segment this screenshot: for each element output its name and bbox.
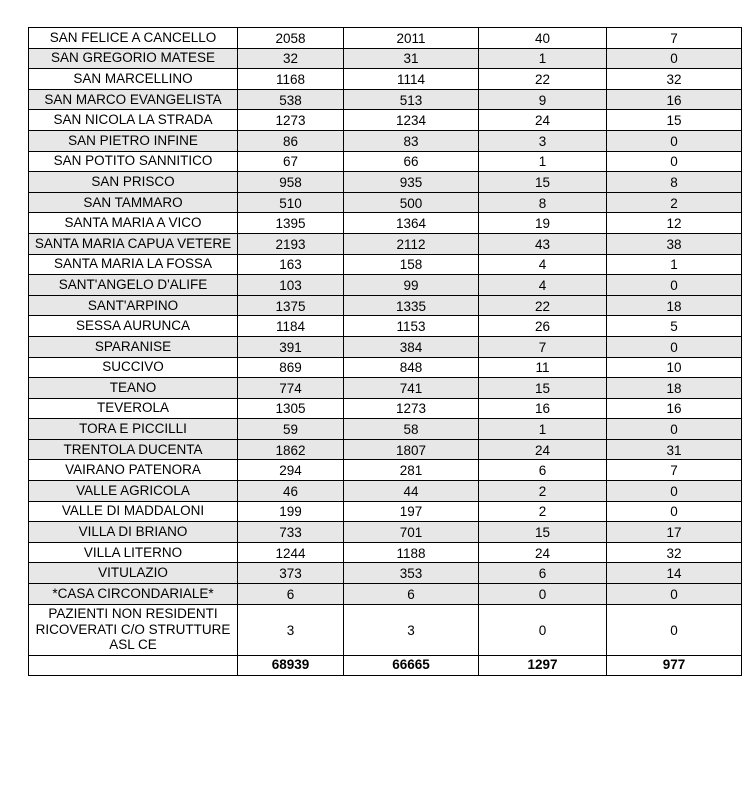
municipality-data-table	[28, 27, 742, 676]
municipality-cell: VILLA LITERNO	[29, 542, 238, 563]
municipality-cell: VILLA DI BRIANO	[29, 522, 238, 543]
value-cell-1: 958	[238, 172, 344, 193]
table-row	[29, 275, 742, 296]
value-cell-1: 46	[238, 481, 344, 502]
value-cell-4: 0	[607, 336, 742, 357]
municipality-cell: SESSA AURUNCA	[29, 316, 238, 337]
municipality-cell: SAN MARCO EVANGELISTA	[29, 89, 238, 110]
value-cell-2: 66	[344, 151, 479, 172]
total-value-4: 977	[607, 655, 742, 675]
table-row	[29, 130, 742, 151]
table-row	[29, 542, 742, 563]
value-cell-1: 199	[238, 501, 344, 522]
value-cell-3: 2	[479, 481, 607, 502]
table-row	[29, 192, 742, 213]
value-cell-2: 6	[344, 584, 479, 605]
municipality-cell: SAN PRISCO	[29, 172, 238, 193]
municipality-cell: SANT'ANGELO D'ALIFE	[29, 275, 238, 296]
value-cell-4: 14	[607, 563, 742, 584]
value-cell-4: 0	[607, 275, 742, 296]
value-cell-4: 0	[607, 48, 742, 69]
municipality-cell: TEVEROLA	[29, 398, 238, 419]
municipality-cell: VALLE AGRICOLA	[29, 481, 238, 502]
value-cell-3: 43	[479, 233, 607, 254]
municipality-cell: SAN TAMMARO	[29, 192, 238, 213]
value-cell-1: 538	[238, 89, 344, 110]
value-cell-2: 281	[344, 460, 479, 481]
municipality-cell: TRENTOLA DUCENTA	[29, 439, 238, 460]
value-cell-3: 19	[479, 213, 607, 234]
table-row	[29, 316, 742, 337]
value-cell-4: 7	[607, 28, 742, 49]
value-cell-2: 935	[344, 172, 479, 193]
value-cell-2: 1364	[344, 213, 479, 234]
value-cell-3: 4	[479, 275, 607, 296]
value-cell-4: 0	[607, 584, 742, 605]
value-cell-2: 1114	[344, 69, 479, 90]
table-row	[29, 398, 742, 419]
municipality-cell: SANT'ARPINO	[29, 295, 238, 316]
total-value-3: 1297	[479, 655, 607, 675]
value-cell-2: 3	[344, 604, 479, 655]
value-cell-4: 31	[607, 439, 742, 460]
municipality-cell: SANTA MARIA CAPUA VETERE	[29, 233, 238, 254]
table-row	[29, 336, 742, 357]
value-cell-2: 1153	[344, 316, 479, 337]
value-cell-2: 1273	[344, 398, 479, 419]
value-cell-4: 18	[607, 378, 742, 399]
value-cell-3: 22	[479, 69, 607, 90]
totals-row	[29, 655, 742, 675]
value-cell-4: 38	[607, 233, 742, 254]
municipality-cell: SAN GREGORIO MATESE	[29, 48, 238, 69]
value-cell-4: 18	[607, 295, 742, 316]
value-cell-3: 0	[479, 604, 607, 655]
municipality-cell: SAN FELICE A CANCELLO	[29, 28, 238, 49]
value-cell-2: 31	[344, 48, 479, 69]
value-cell-2: 1188	[344, 542, 479, 563]
table-row	[29, 48, 742, 69]
value-cell-4: 0	[607, 130, 742, 151]
table-row	[29, 28, 742, 49]
value-cell-2: 513	[344, 89, 479, 110]
value-cell-3: 6	[479, 460, 607, 481]
value-cell-2: 701	[344, 522, 479, 543]
table-row	[29, 522, 742, 543]
value-cell-4: 0	[607, 501, 742, 522]
value-cell-2: 741	[344, 378, 479, 399]
value-cell-4: 10	[607, 357, 742, 378]
value-cell-3: 15	[479, 522, 607, 543]
municipality-cell: PAZIENTI NON RESIDENTI RICOVERATI C/O STRUTTURE ASL CE	[29, 604, 238, 655]
municipality-cell: TORA E PICCILLI	[29, 419, 238, 440]
value-cell-1: 67	[238, 151, 344, 172]
value-cell-1: 774	[238, 378, 344, 399]
value-cell-1: 59	[238, 419, 344, 440]
total-value-1: 68939	[238, 655, 344, 675]
municipality-cell: VALLE DI MADDALONI	[29, 501, 238, 522]
value-cell-1: 1375	[238, 295, 344, 316]
value-cell-3: 6	[479, 563, 607, 584]
value-cell-1: 1395	[238, 213, 344, 234]
value-cell-1: 733	[238, 522, 344, 543]
table-row	[29, 460, 742, 481]
municipality-cell: VAIRANO PATENORA	[29, 460, 238, 481]
table-row	[29, 501, 742, 522]
value-cell-3: 2	[479, 501, 607, 522]
value-cell-1: 86	[238, 130, 344, 151]
value-cell-1: 1168	[238, 69, 344, 90]
value-cell-4: 0	[607, 604, 742, 655]
table-row	[29, 233, 742, 254]
value-cell-3: 7	[479, 336, 607, 357]
value-cell-3: 1	[479, 419, 607, 440]
value-cell-3: 15	[479, 378, 607, 399]
value-cell-2: 58	[344, 419, 479, 440]
value-cell-3: 8	[479, 192, 607, 213]
value-cell-2: 1234	[344, 110, 479, 131]
value-cell-3: 4	[479, 254, 607, 275]
value-cell-1: 2193	[238, 233, 344, 254]
value-cell-3: 24	[479, 110, 607, 131]
value-cell-2: 197	[344, 501, 479, 522]
table-row	[29, 439, 742, 460]
value-cell-2: 1335	[344, 295, 479, 316]
municipality-cell: SANTA MARIA A VICO	[29, 213, 238, 234]
table-row	[29, 69, 742, 90]
table-row	[29, 378, 742, 399]
value-cell-4: 1	[607, 254, 742, 275]
value-cell-2: 384	[344, 336, 479, 357]
table-row	[29, 172, 742, 193]
value-cell-4: 2	[607, 192, 742, 213]
value-cell-1: 163	[238, 254, 344, 275]
municipality-cell: SAN NICOLA LA STRADA	[29, 110, 238, 131]
table-body	[29, 28, 742, 676]
value-cell-1: 2058	[238, 28, 344, 49]
value-cell-3: 16	[479, 398, 607, 419]
value-cell-2: 99	[344, 275, 479, 296]
value-cell-3: 15	[479, 172, 607, 193]
value-cell-3: 22	[479, 295, 607, 316]
value-cell-1: 103	[238, 275, 344, 296]
municipality-cell: SAN POTITO SANNITICO	[29, 151, 238, 172]
table-row	[29, 295, 742, 316]
municipality-cell: SAN MARCELLINO	[29, 69, 238, 90]
value-cell-1: 373	[238, 563, 344, 584]
value-cell-3: 0	[479, 584, 607, 605]
value-cell-4: 12	[607, 213, 742, 234]
table-row	[29, 89, 742, 110]
value-cell-4: 8	[607, 172, 742, 193]
value-cell-1: 1273	[238, 110, 344, 131]
value-cell-4: 32	[607, 542, 742, 563]
table-row	[29, 481, 742, 502]
value-cell-3: 3	[479, 130, 607, 151]
value-cell-1: 294	[238, 460, 344, 481]
value-cell-1: 32	[238, 48, 344, 69]
municipality-cell: SAN PIETRO INFINE	[29, 130, 238, 151]
value-cell-3: 24	[479, 542, 607, 563]
table-row	[29, 563, 742, 584]
data-table-container	[28, 27, 741, 676]
value-cell-1: 3	[238, 604, 344, 655]
value-cell-1: 391	[238, 336, 344, 357]
table-row	[29, 419, 742, 440]
value-cell-4: 16	[607, 398, 742, 419]
value-cell-3: 11	[479, 357, 607, 378]
value-cell-4: 0	[607, 151, 742, 172]
value-cell-2: 83	[344, 130, 479, 151]
table-row	[29, 357, 742, 378]
table-row	[29, 110, 742, 131]
municipality-cell: VITULAZIO	[29, 563, 238, 584]
value-cell-2: 44	[344, 481, 479, 502]
value-cell-2: 158	[344, 254, 479, 275]
value-cell-3: 1	[479, 151, 607, 172]
table-row	[29, 584, 742, 605]
value-cell-1: 1862	[238, 439, 344, 460]
totals-label-cell	[29, 655, 238, 675]
table-row	[29, 213, 742, 234]
value-cell-3: 24	[479, 439, 607, 460]
value-cell-3: 26	[479, 316, 607, 337]
value-cell-4: 7	[607, 460, 742, 481]
municipality-cell: SPARANISE	[29, 336, 238, 357]
value-cell-3: 1	[479, 48, 607, 69]
municipality-cell: *CASA CIRCONDARIALE*	[29, 584, 238, 605]
value-cell-4: 0	[607, 481, 742, 502]
value-cell-1: 1184	[238, 316, 344, 337]
table-row	[29, 604, 742, 655]
municipality-cell: TEANO	[29, 378, 238, 399]
value-cell-2: 500	[344, 192, 479, 213]
value-cell-1: 1244	[238, 542, 344, 563]
value-cell-4: 16	[607, 89, 742, 110]
value-cell-1: 510	[238, 192, 344, 213]
value-cell-2: 353	[344, 563, 479, 584]
table-row	[29, 254, 742, 275]
value-cell-2: 2011	[344, 28, 479, 49]
municipality-cell: SUCCIVO	[29, 357, 238, 378]
value-cell-1: 6	[238, 584, 344, 605]
value-cell-1: 869	[238, 357, 344, 378]
value-cell-3: 9	[479, 89, 607, 110]
total-value-2: 66665	[344, 655, 479, 675]
value-cell-4: 5	[607, 316, 742, 337]
value-cell-2: 2112	[344, 233, 479, 254]
table-row	[29, 151, 742, 172]
value-cell-4: 15	[607, 110, 742, 131]
value-cell-1: 1305	[238, 398, 344, 419]
value-cell-4: 0	[607, 419, 742, 440]
municipality-cell: SANTA MARIA LA FOSSA	[29, 254, 238, 275]
value-cell-2: 848	[344, 357, 479, 378]
value-cell-4: 17	[607, 522, 742, 543]
value-cell-3: 40	[479, 28, 607, 49]
value-cell-4: 32	[607, 69, 742, 90]
value-cell-2: 1807	[344, 439, 479, 460]
